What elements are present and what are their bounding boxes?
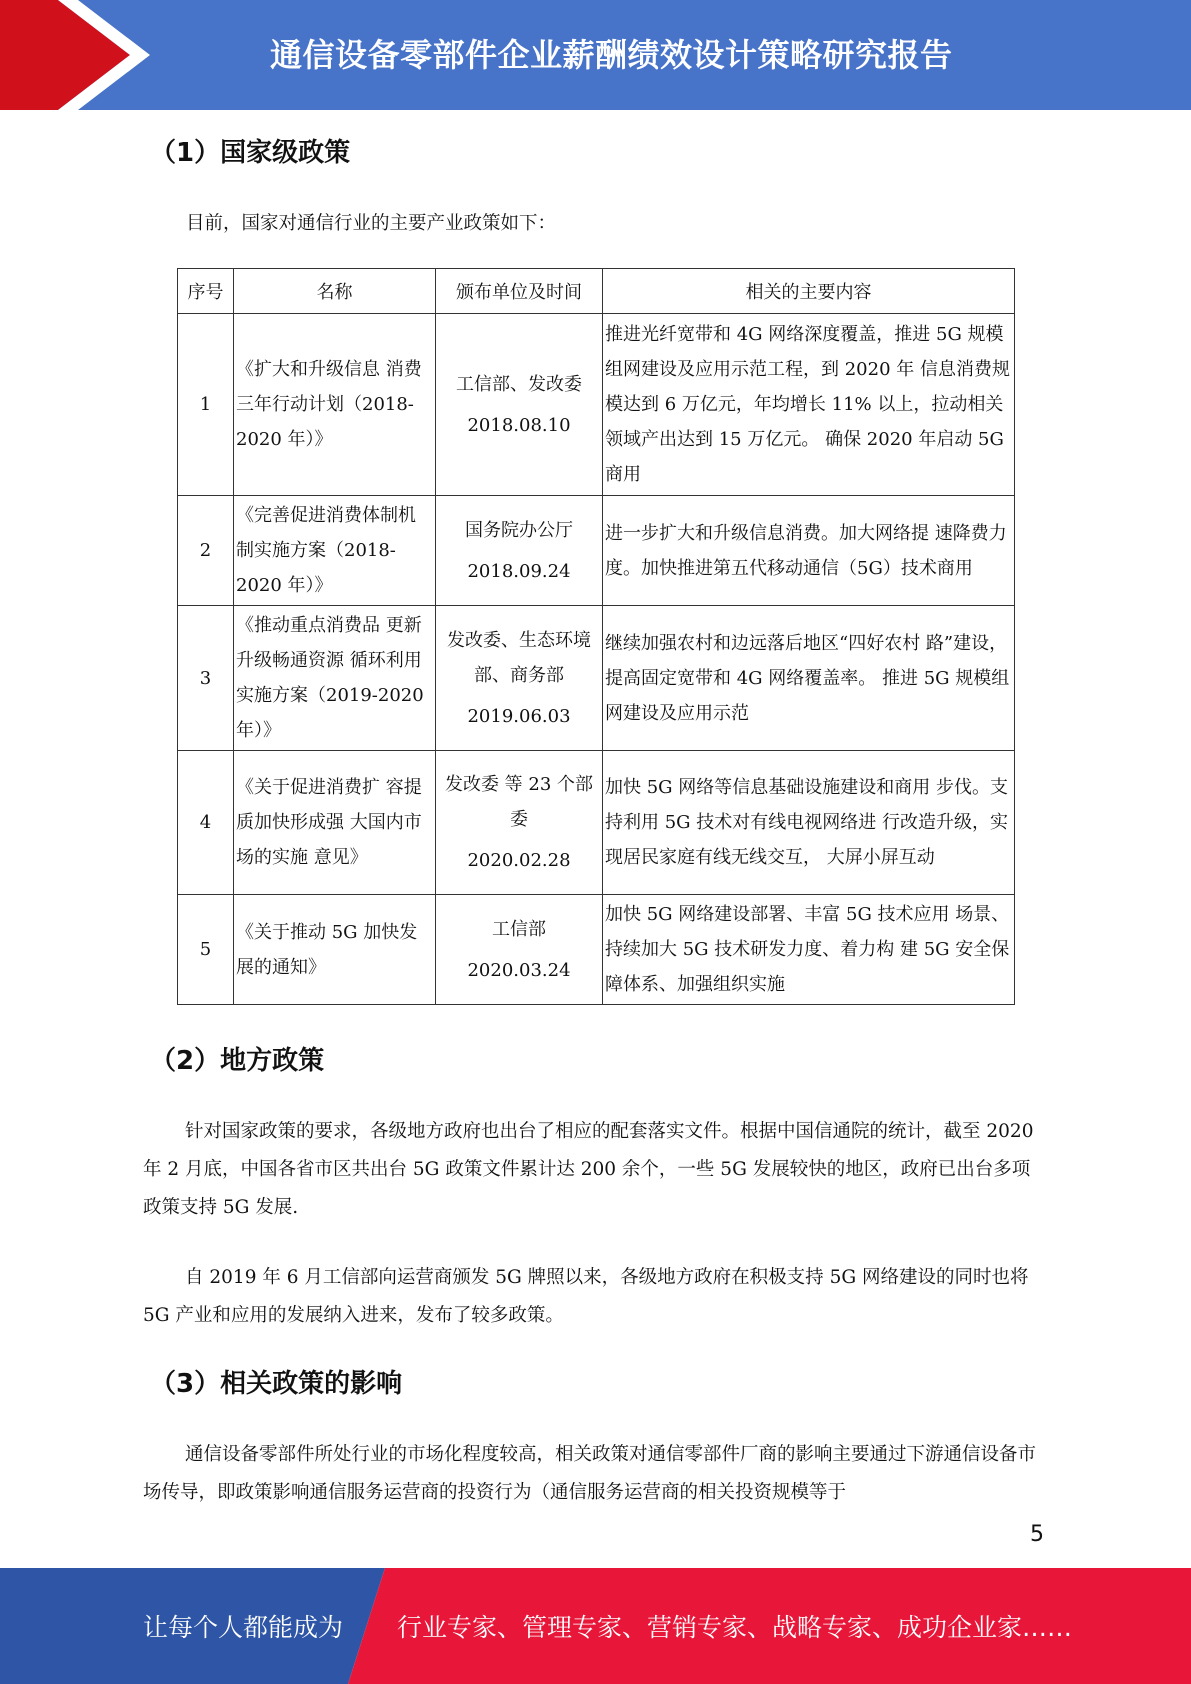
section-heading-national: （1）国家级政策 (150, 138, 351, 168)
row-unit-date: 2018.09.24 (467, 560, 571, 582)
row-name: 《关于促进消费扩 容提质加快形成强 大国内市场的实施 意见》 (234, 751, 436, 895)
table-row (178, 895, 1015, 1005)
impact-paragraph-1: 通信设备零部件所处行业的市场化程度较高，相关政策对通信零部件厂商的影响主要通过下游通信设备市场传导，即政策影响通信服务运营商的投资行为（通信服务运营商的相关投资规模等于 (143, 1444, 1037, 1503)
header-unit: 颁布单位及时间 (436, 269, 603, 314)
table-row (178, 606, 1015, 751)
row-unit-name: 发改委、生态环境部、商务部 (447, 629, 591, 686)
row-content: 推进光纤宽带和 4G 网络深度覆盖，推进 5G 规模组网建设及应用示范工程，到 2020 年 信息消费规模达到 6 万亿元，年均增长 11% 以上，拉动相关领域产出达到 15 万亿元。 确保 2020 年启动 5G 商用 (603, 314, 1015, 496)
header-banner (0, 0, 1191, 110)
row-unit-date: 2019.06.03 (467, 705, 571, 727)
report-title: 通信设备零部件企业薪酬绩效设计策略研究报告 (270, 36, 953, 74)
row-name: 《完善促进消费体制机制实施方案（2018-2020 年）》 (234, 496, 436, 606)
header-seq: 序号 (178, 269, 234, 314)
row-unit-name: 工信部 (492, 918, 546, 940)
footer-slogan-left: 让每个人都能成为 (143, 1613, 344, 1642)
table-row (178, 496, 1015, 606)
row-content: 加快 5G 网络建设部署、丰富 5G 技术应用 场景、持续加大 5G 技术研发力度、着力构 建 5G 安全保障体系、加强组织实施 (603, 895, 1015, 1005)
national-intro: 目前，国家对通信行业的主要产业政策如下： (186, 213, 557, 234)
row-name: 《推动重点消费品 更新升级畅通资源 循环利用实施方案（2019-2020 年）》 (234, 606, 436, 751)
row-unit-date: 2020.03.24 (467, 959, 571, 981)
row-content: 继续加强农村和边远落后地区“四好农村 路”建设，提高固定宽带和 4G 网络覆盖率。 推进 5G 规模组网建设及应用示范 (603, 606, 1015, 751)
section-heading-local: （2）地方政策 (150, 1046, 325, 1076)
table-row (178, 314, 1015, 496)
footer-banner (0, 1568, 1191, 1684)
row-seq: 4 (178, 751, 234, 895)
page-number: 5 (1030, 1522, 1044, 1547)
table-row (178, 751, 1015, 895)
row-unit (436, 895, 603, 1005)
row-seq: 1 (178, 314, 234, 496)
row-unit-name: 工信部、发改委 (456, 373, 582, 395)
row-content: 进一步扩大和升级信息消费。加大网络提 速降费力度。加快推进第五代移动通信（5G）技术商用 (603, 496, 1015, 606)
row-unit-date: 2018.08.10 (467, 414, 571, 436)
policy-table (177, 268, 1015, 1005)
local-paragraph-2: 自 2019 年 6 月工信部向运营商颁发 5G 牌照以来，各级地方政府在积极支持 5G 网络建设的同时也将 5G 产业和应用的发展纳入进来，发布了较多政策。 (143, 1267, 1029, 1326)
row-seq: 5 (178, 895, 234, 1005)
table-header-row (178, 269, 1015, 314)
section-heading-impact: （3）相关政策的影响 (150, 1369, 403, 1399)
row-unit (436, 751, 603, 895)
row-unit-name: 发改委 等 23 个部委 (444, 774, 594, 830)
row-name: 《关于推动 5G 加快发展的通知》 (234, 895, 436, 1005)
local-paragraph-1: 针对国家政策的要求，各级地方政府也出台了相应的配套落实文件。根据中国信通院的统计，截至 2020 年 2 月底，中国各省市区共出台 5G 政策文件累计达 200 余个，一些 5G 发展较快的地区，政府已出台多项政策支持 5G 发展. (143, 1121, 1034, 1218)
row-content: 加快 5G 网络等信息基础设施建设和商用 步伐。支持利用 5G 技术对有线电视网络进 行改造升级，实现居民家庭有线无线交互， 大屏小屏互动 (603, 751, 1015, 895)
row-unit (436, 606, 603, 751)
header-name: 名称 (234, 269, 436, 314)
row-name: 《扩大和升级信息 消费三年行动计划（2018-2020 年）》 (234, 314, 436, 496)
row-unit (436, 496, 603, 606)
row-unit-name: 国务院办公厅 (465, 519, 573, 541)
row-unit (436, 314, 603, 496)
row-seq: 3 (178, 606, 234, 751)
footer-slogan-right: 行业专家、管理专家、营销专家、战略专家、成功企业家…… (397, 1613, 1073, 1642)
row-unit-date: 2020.02.28 (467, 850, 571, 871)
row-seq: 2 (178, 496, 234, 606)
header-content: 相关的主要内容 (603, 269, 1015, 314)
